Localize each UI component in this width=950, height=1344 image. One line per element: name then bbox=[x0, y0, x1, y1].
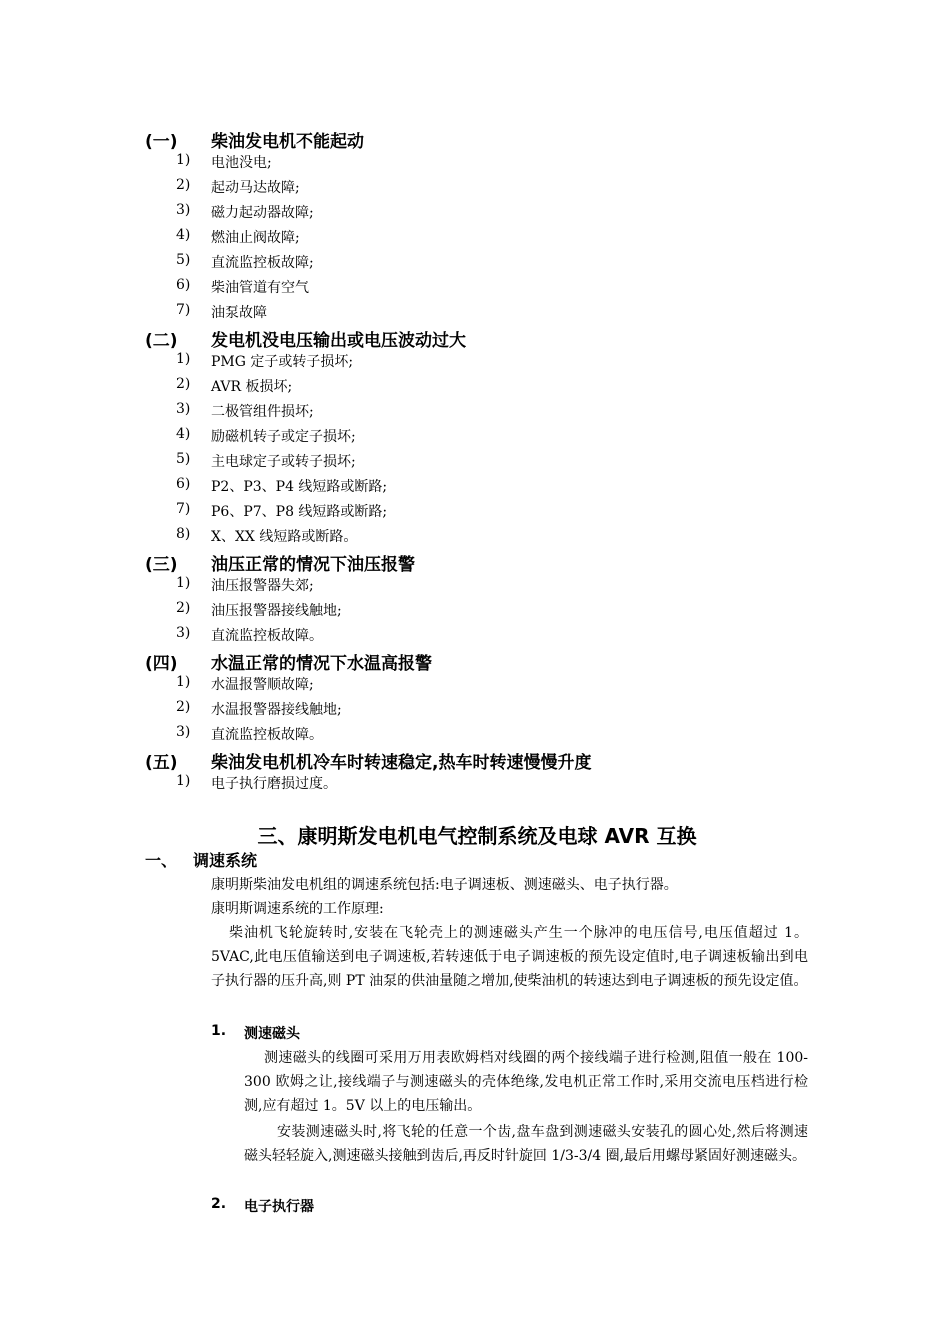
item-text: 柴油管道有空气 bbox=[211, 280, 309, 296]
item-number: 6) bbox=[176, 277, 191, 293]
heading-number: 一、 bbox=[145, 851, 178, 870]
item-number: 1) bbox=[176, 575, 191, 591]
item-text: P2、P3、P4 线短路或断路; bbox=[211, 479, 388, 495]
item-text: X、XX 线短路或断路。 bbox=[211, 529, 358, 545]
item-text: PMG 定子或转子损坏; bbox=[211, 354, 354, 370]
item-number: 7) bbox=[176, 501, 191, 517]
chapter-title-text: 三、康明斯发电机电气控制系统及电球 AVR 互换 bbox=[257, 824, 697, 848]
section-title: 水温正常的情况下水温高报警 bbox=[211, 654, 432, 674]
item-text: 油泵故障 bbox=[211, 305, 267, 321]
item-number: 6) bbox=[176, 476, 191, 492]
item-text: 直流监控板故障。 bbox=[211, 727, 323, 743]
section-title: 柴油发电机机冷车时转速稳定,热车时转速慢慢升度 bbox=[211, 753, 592, 773]
item-number: 8) bbox=[176, 526, 191, 542]
item-number: 2) bbox=[176, 177, 191, 193]
section-number: (五) bbox=[145, 753, 178, 773]
section-number: (三) bbox=[145, 555, 178, 575]
subheading-number: 2. bbox=[211, 1196, 227, 1212]
principle-paragraph: 柴油机飞轮旋转时,安装在飞轮壳上的测速磁头产生一个脉冲的电压信号,电压值超过 1。5VAC,此电压值输送到电子调速板,若转速低于电子调速板的预先设定值时,电子调速板输出到电子执行器的压升高,则 PT 油泵的供油量随之增加,使柴油机的转速达到电子调速板的预先设定值。 bbox=[211, 925, 808, 989]
item-text: 磁力起动器故障; bbox=[211, 205, 314, 221]
section-title: 油压正常的情况下油压报警 bbox=[211, 555, 415, 575]
item-number: 3) bbox=[176, 625, 191, 641]
item-number: 4) bbox=[176, 227, 191, 243]
section-title: 柴油发电机不能起动 bbox=[211, 132, 364, 152]
item-text: 二极管组件损坏; bbox=[211, 404, 314, 420]
section-number: (一) bbox=[145, 132, 178, 152]
section-title: 发电机没电压输出或电压波动过大 bbox=[211, 331, 466, 351]
item-number: 2) bbox=[176, 600, 191, 616]
item-number: 4) bbox=[176, 426, 191, 442]
subheading-title: 测速磁头 bbox=[244, 1026, 300, 1042]
sensor-install-paragraph: 安装测速磁头时,将飞轮的任意一个齿,盘车盘到测速磁头安装孔的圆心处,然后将测速磁头轻轻旋入,测速磁头接触到齿后,再反时针旋回 1/3-3/4 圈,最后用螺母紧固好测速磁头。 bbox=[244, 1124, 808, 1164]
heading-title: 调速系统 bbox=[193, 851, 258, 870]
item-text: P6、P7、P8 线短路或断路; bbox=[211, 504, 388, 520]
item-text: 油压报警器接线触地; bbox=[211, 603, 342, 619]
item-number: 3) bbox=[176, 401, 191, 417]
item-text: 油压报警器失郊; bbox=[211, 578, 314, 594]
item-number: 2) bbox=[176, 376, 191, 392]
item-number: 1) bbox=[176, 773, 191, 789]
item-number: 2) bbox=[176, 699, 191, 715]
intro-paragraph: 康明斯调速系统的工作原理: bbox=[211, 901, 384, 917]
item-number: 3) bbox=[176, 724, 191, 740]
heading-speed-control bbox=[145, 848, 257, 871]
item-number: 1) bbox=[176, 351, 191, 367]
item-number: 1) bbox=[176, 674, 191, 690]
item-number: 3) bbox=[176, 202, 191, 218]
item-text: 水温报警器接线触地; bbox=[211, 702, 342, 718]
item-text: 电池没电; bbox=[211, 155, 272, 171]
item-text: 励磁机转子或定子损坏; bbox=[211, 429, 356, 445]
item-text: 水温报警顺故障; bbox=[211, 677, 314, 693]
item-text: AVR 板损坏; bbox=[211, 379, 293, 395]
sensor-paragraph: 测速磁头的线圈可采用万用表欧姆档对线圈的两个接线端子进行检测,阻值一般在 100-300 欧姆之让,接线端子与测速磁头的壳体绝缘,发电机正常工作时,采用交流电压档进行检测,应有超过 1。5V 以上的电压输出。 bbox=[244, 1050, 808, 1114]
item-text: 燃油止阀故障; bbox=[211, 230, 300, 246]
item-text: 电子执行磨损过度。 bbox=[211, 776, 337, 792]
item-text: 起动马达故障; bbox=[211, 180, 300, 196]
item-number: 7) bbox=[176, 302, 191, 318]
item-text: 直流监控板故障; bbox=[211, 255, 314, 271]
item-text: 直流监控板故障。 bbox=[211, 628, 323, 644]
item-number: 5) bbox=[176, 252, 191, 268]
item-text: 主电球定子或转子损坏; bbox=[211, 454, 356, 470]
subheading-title: 电子执行器 bbox=[244, 1199, 314, 1215]
chapter-title bbox=[0, 820, 950, 849]
section-number: (四) bbox=[145, 654, 178, 674]
section-number: (二) bbox=[145, 331, 178, 351]
subheading-number: 1. bbox=[211, 1023, 227, 1039]
intro-paragraph: 康明斯柴油发电机组的调速系统包括:电子调速板、测速磁头、电子执行器。 bbox=[211, 877, 678, 893]
item-number: 1) bbox=[176, 152, 191, 168]
item-number: 5) bbox=[176, 451, 191, 467]
